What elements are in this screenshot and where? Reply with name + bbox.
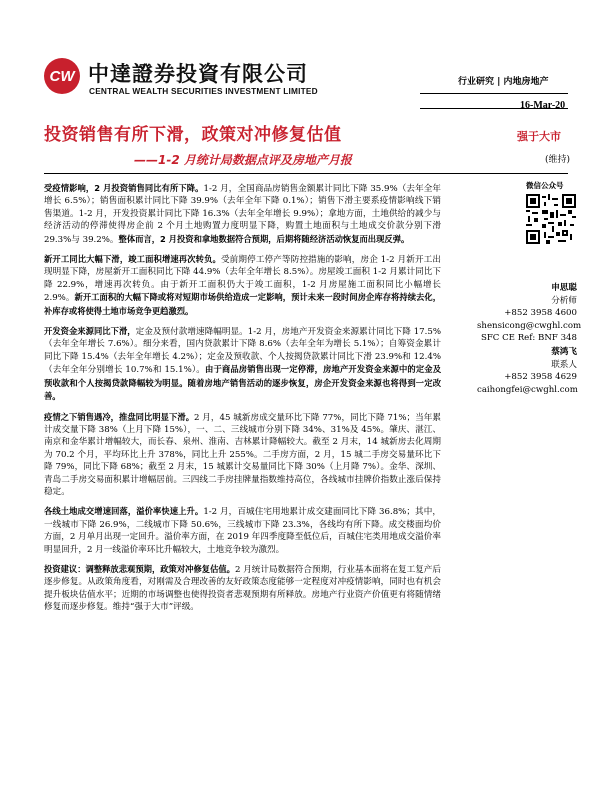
paragraph-text: 受前期停工停产等防控措施的影响，房企 1-2 月新开工出现明显下降，房屋新开工面积同比下降 44.9%（去年全年增长 8.5%）。房屋竣工面积 1-2 月累计同比下降 22.9%，增速再次转负。由于新开工面积仍大于竣工面积，1-2 月房屋施工面积同比小幅增长 2.9%。 (44, 255, 441, 304)
paragraph-tail: 新开工面积的大幅下降或将对短期市场供给造成一定影响，预计未来一段时间房企库存将持续去化，补库存或将使得土地市场竞争更趋激烈。 (44, 292, 441, 316)
wechat-label: 微信公众号 (526, 181, 564, 190)
company-name-en: CENTRAL WEALTH SECURITIES INVESTMENT LIMITED (89, 86, 318, 96)
paragraph-tail: 由于商品房销售出现一定停滞，房地产开发资金来源中的定金及预收款和个人按揭贷款降幅较为明显。随着房地产销售活动的逐步恢复，房企开发资金来源也将得到一定改善。 (44, 364, 441, 402)
wechat-qr-code (526, 194, 576, 244)
paragraph-text: 2 月统计局数据符合预期，行业基本面将在复工复产后逐步修复。从政策角度看，对刚需及合理改善的友好政策态度能够一定程度对冲疫情影响，同时也有机会提升板块估值水平；近期的市场调整也使得投资者悲观预期有所释放。房地产行业资产价值更有将随情绪修复而逐步修复。维持“强于大市”评级。 (44, 564, 441, 613)
company-logo (44, 58, 80, 94)
rating-note: (维持) (545, 155, 571, 165)
analyst-phone: +852 3958 4629 (504, 372, 577, 383)
logo-text: CW (49, 67, 75, 85)
paragraph-tail: 整体而言，2 月投资和拿地数据符合预期，后期将随经济活动恢复而出现反弹。 (118, 233, 410, 244)
header-divider (420, 93, 568, 94)
analyst-role: 分析师 (551, 295, 577, 306)
report-subtitle: ——1-2 月统计局数据点评及房地产月报 (134, 153, 352, 167)
paragraph-lead: 受疫情影响，2 月投资销售同比有所下降。 (44, 183, 204, 193)
analyst-ce-ref: SFC CE Ref: BNF 348 (480, 333, 577, 344)
analyst-card (477, 282, 582, 345)
analyst-email[interactable]: caihongfei@cwghl.com (477, 384, 578, 395)
analyst-name: 蔡鸿飞 (551, 347, 577, 357)
paragraph-text: 1-2 月，百城住宅用地累计成交建面同比下降 36.8%；其中，一线城市下降 26.9%，二线城市下降 50.6%，三线城市下降 23.3%，各线均有所下降。成交楼面均价方面，2 月单月出现一定回升。溢价率方面，在 2019 年四季度降至低位后，百城住宅类用地成交溢价率明显回升，2 月一线溢价率环比升幅较大，土地竞争较为激烈。 (44, 507, 441, 555)
report-title: 投资销售有所下滑，政策对冲修复估值 (44, 125, 342, 145)
paragraph-lead: 开发资金来源同比下滑， (44, 326, 136, 337)
paragraph-lead: 各线土地成交增速回落，溢价率快速上升。 (44, 506, 204, 517)
company-name-cn: 中達證券投資有限公司 (88, 62, 308, 86)
paragraph-text: 1-2 月，全国商品房销售金额累计同比下降 35.9%（去年全年增长 6.5%）；销售面积累计同比下降 39.9%（去年全年下降 0.1%）；销售下滑主要系疫情影响线下销售渠道。1-2 月，开发投资累计同比下降 16.3%（去年全年增长 9.9%）；拿地方面，土地供给的减少与经济活动的停滞使得房企前 2 个月土地购置力度明显下降，购置土地面积与土地成交价款分别下滑 29.3%与 39.2%。 (44, 184, 441, 245)
report-type: 行业研究 | 内地房地产 (458, 77, 549, 87)
analyst-phone: +852 3958 4600 (504, 308, 577, 319)
analyst-card (477, 346, 577, 396)
paragraph-text: 2 月，45 城新房成交量环比下降 77%，同比下降 71%；当年累计成交量下降 38%（上月下降 15%），一、二、三线城市分别下降 34%、31%及 45%。肇庆、湛江、南京和金华累计增幅较大，而长春、泉州、淮南、吉林累计降幅较大。截至 2 月末，14 城新房去化周期为 70.2 个月，平均环比上升 378%，同比上升 255%。二手房方面，2 月，15 城二手房交易量环比下降 79%，同比下降 68%；截至 2 月末，15 城累计交易量同比下降 30%（上月降 7%）。金华、深圳、青岛二手房交易面积累计增幅居前。三四线二手房挂牌量指数维持高位，各线城市挂牌价指数止涨后保持稳定。 (44, 412, 441, 497)
rating-label: 强于大市 (517, 130, 561, 143)
paragraph (44, 253, 441, 318)
paragraph-text: 定金及预付款增速降幅明显。1-2 月，房地产开发资金来源累计同比下降 17.5%（去年全年增长 7.6%）。细分来看，国内贷款累计下降 8.6%（去年全年为增长 5.1%）；自筹资金累计同比下降 15.4%（去年全年增长 4.2%）；定金及预收款、个人按揭贷款累计同比下滑 23.9%和 12.4%（去年全年分别增长 10.7%和 15.1%）。 (44, 327, 441, 376)
report-date: 16-Mar-20 (520, 100, 566, 111)
paragraph-lead: 投资建议：调整释放悲观预期，政策对冲修复估值。 (44, 563, 235, 574)
paragraph (44, 505, 441, 556)
paragraph (44, 563, 441, 614)
title-divider (44, 173, 568, 174)
report-body (44, 182, 441, 621)
paragraph (44, 411, 441, 499)
paragraph-lead: 新开工同比大幅下滑，竣工面积增速再次转负。 (44, 254, 221, 265)
paragraph (44, 325, 441, 403)
analyst-name: 申思聪 (551, 283, 577, 293)
analyst-role: 联系人 (551, 359, 577, 370)
paragraph (44, 182, 441, 246)
analyst-email[interactable]: shensicong@cwghl.com (477, 320, 582, 331)
paragraph-lead: 疫情之下销售遇冷，推盘同比明显下滑。 (44, 411, 195, 422)
